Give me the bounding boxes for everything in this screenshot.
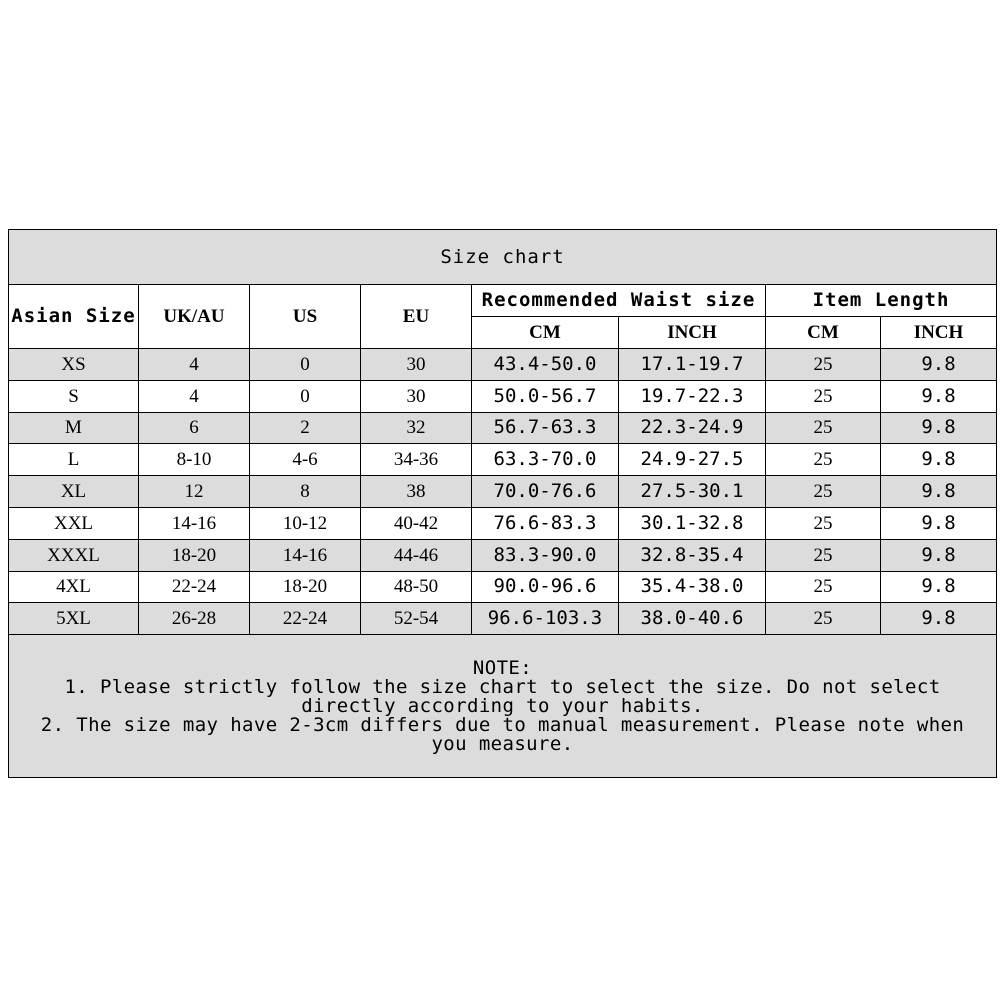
cell-waist-cm: 96.6-103.3 <box>472 603 619 635</box>
cell-us: 10-12 <box>250 507 361 539</box>
cell-asian-size: XL <box>9 476 139 508</box>
cell-waist-inch: 35.4-38.0 <box>619 571 766 603</box>
cell-asian-size: 5XL <box>9 603 139 635</box>
size-chart-table <box>8 229 997 778</box>
note-section <box>9 635 997 778</box>
cell-waist-inch: 19.7-22.3 <box>619 380 766 412</box>
cell-length-inch: 9.8 <box>881 507 997 539</box>
cell-asian-size: L <box>9 444 139 476</box>
cell-uk-au: 18-20 <box>139 539 250 571</box>
cell-length-cm: 25 <box>766 444 881 476</box>
cell-waist-inch: 30.1-32.8 <box>619 507 766 539</box>
header-waist-inch: INCH <box>619 317 766 349</box>
cell-length-cm: 25 <box>766 603 881 635</box>
cell-eu: 32 <box>361 412 472 444</box>
note-line-2: 2. The size may have 2-3cm differs due to manual measurement. Please note when you measure. <box>40 713 965 755</box>
cell-eu: 30 <box>361 349 472 381</box>
cell-asian-size: XXXL <box>9 539 139 571</box>
cell-length-inch: 9.8 <box>881 412 997 444</box>
note-line-1: 1. Please strictly follow the size chart to select the size. Do not select directly according to your habits. <box>64 675 941 717</box>
note-heading: NOTE: <box>472 656 533 679</box>
cell-waist-cm: 63.3-70.0 <box>472 444 619 476</box>
header-eu: EU <box>361 285 472 349</box>
cell-eu: 48-50 <box>361 571 472 603</box>
cell-waist-inch: 38.0-40.6 <box>619 603 766 635</box>
cell-uk-au: 22-24 <box>139 571 250 603</box>
table-row <box>9 412 997 444</box>
cell-eu: 30 <box>361 380 472 412</box>
cell-length-inch: 9.8 <box>881 571 997 603</box>
cell-length-inch: 9.8 <box>881 603 997 635</box>
cell-length-cm: 25 <box>766 380 881 412</box>
cell-uk-au: 4 <box>139 380 250 412</box>
cell-length-inch: 9.8 <box>881 380 997 412</box>
cell-waist-inch: 22.3-24.9 <box>619 412 766 444</box>
cell-length-inch: 9.8 <box>881 349 997 381</box>
cell-uk-au: 6 <box>139 412 250 444</box>
cell-uk-au: 4 <box>139 349 250 381</box>
cell-waist-cm: 83.3-90.0 <box>472 539 619 571</box>
table-row <box>9 444 997 476</box>
cell-length-inch: 9.8 <box>881 476 997 508</box>
cell-length-cm: 25 <box>766 476 881 508</box>
cell-eu: 52-54 <box>361 603 472 635</box>
cell-waist-cm: 76.6-83.3 <box>472 507 619 539</box>
header-uk-au: UK/AU <box>139 285 250 349</box>
cell-waist-inch: 27.5-30.1 <box>619 476 766 508</box>
cell-us: 18-20 <box>250 571 361 603</box>
cell-length-cm: 25 <box>766 507 881 539</box>
cell-asian-size: XS <box>9 349 139 381</box>
cell-uk-au: 8-10 <box>139 444 250 476</box>
header-asian-size: Asian Size <box>9 285 139 349</box>
cell-length-cm: 25 <box>766 539 881 571</box>
cell-length-cm: 25 <box>766 571 881 603</box>
table-row <box>9 476 997 508</box>
cell-eu: 34-36 <box>361 444 472 476</box>
cell-waist-cm: 56.7-63.3 <box>472 412 619 444</box>
cell-asian-size: M <box>9 412 139 444</box>
cell-uk-au: 14-16 <box>139 507 250 539</box>
header-length-inch: INCH <box>881 317 997 349</box>
cell-uk-au: 26-28 <box>139 603 250 635</box>
cell-us: 14-16 <box>250 539 361 571</box>
cell-waist-cm: 70.0-76.6 <box>472 476 619 508</box>
cell-eu: 44-46 <box>361 539 472 571</box>
cell-eu: 40-42 <box>361 507 472 539</box>
cell-asian-size: S <box>9 380 139 412</box>
cell-asian-size: 4XL <box>9 571 139 603</box>
cell-us: 8 <box>250 476 361 508</box>
cell-length-cm: 25 <box>766 349 881 381</box>
header-recommended-waist: Recommended Waist size <box>472 285 766 317</box>
cell-waist-inch: 17.1-19.7 <box>619 349 766 381</box>
table-row <box>9 349 997 381</box>
cell-waist-inch: 24.9-27.5 <box>619 444 766 476</box>
table-row <box>9 539 997 571</box>
header-item-length: Item Length <box>766 285 997 317</box>
cell-us: 4-6 <box>250 444 361 476</box>
cell-uk-au: 12 <box>139 476 250 508</box>
table-row <box>9 571 997 603</box>
cell-us: 22-24 <box>250 603 361 635</box>
table-row <box>9 603 997 635</box>
cell-waist-inch: 32.8-35.4 <box>619 539 766 571</box>
cell-waist-cm: 90.0-96.6 <box>472 571 619 603</box>
chart-title: Size chart <box>9 230 997 285</box>
cell-waist-cm: 50.0-56.7 <box>472 380 619 412</box>
cell-us: 0 <box>250 349 361 381</box>
header-waist-cm: CM <box>472 317 619 349</box>
cell-us: 0 <box>250 380 361 412</box>
table-row <box>9 507 997 539</box>
cell-length-cm: 25 <box>766 412 881 444</box>
cell-length-inch: 9.8 <box>881 444 997 476</box>
cell-waist-cm: 43.4-50.0 <box>472 349 619 381</box>
header-length-cm: CM <box>766 317 881 349</box>
header-us: US <box>250 285 361 349</box>
cell-length-inch: 9.8 <box>881 539 997 571</box>
table-row <box>9 380 997 412</box>
size-chart <box>8 229 996 778</box>
cell-asian-size: XXL <box>9 507 139 539</box>
cell-eu: 38 <box>361 476 472 508</box>
cell-us: 2 <box>250 412 361 444</box>
